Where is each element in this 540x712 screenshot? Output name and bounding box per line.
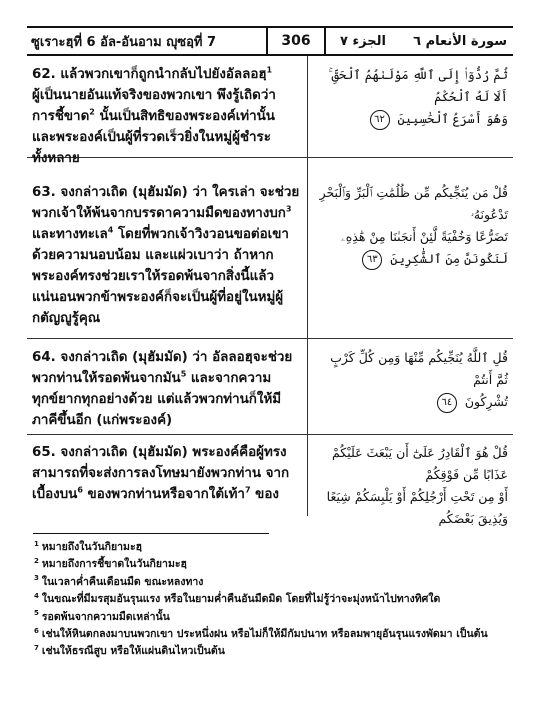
verse-separator — [27, 338, 513, 339]
page-header — [27, 26, 513, 56]
text-line: แน่นอนพวกข้าพระองค์ก็จะเป็นผู้ที่อยู่ในหมู่ผู้ — [32, 290, 284, 305]
text-line: และพระองค์เป็นผู้ที่รวดเร็วยิ่งในหมู่ผู้ชำระ — [32, 130, 271, 145]
verse-62-arabic — [318, 64, 508, 130]
text-line: ผู้เป็นนายอันแท้จริงของพวกเขา พึงรู้เถิดว่า — [32, 88, 276, 103]
text-line: การชี้ขาด$^2$ นั้นเป็นสิทธิของพระองค์เท่านั้น — [32, 107, 275, 124]
text-line: ด้วยความนอบน้อม และแผ่วเบาว่า ถ้าหาก — [32, 248, 274, 263]
verse-number-marker: ٦٣ — [362, 250, 382, 270]
footnote: $^6$ เช่นให้หินตกลงมาบนพวกเขา ประหนึ่งฝน หรือไม่ก็ให้มีกัมปนาท หรือลมพายุอันรุนแรงพัดมา เป็นต้น — [34, 626, 488, 641]
surah-title-arabic: سورة الأنعام ٦ — [413, 33, 507, 49]
text-line: พวกเจ้าให้พ้นจากบรรดาความมืดของทางบก$^3$ — [32, 204, 292, 221]
verse-64-arabic — [318, 347, 508, 413]
text-line: สามารถที่จะส่งการลงโทษมายังพวกท่าน จาก — [32, 466, 290, 481]
arabic-line: لَنَكُونَنَّ مِنَ ٱلشَّٰكِرِينَ ٦٣ — [318, 248, 508, 270]
verse-63-translation — [32, 182, 302, 329]
arabic-line: وَهُوَ أَسْرَعُ ٱلْحَٰسِبِينَ ٦٢ — [318, 108, 508, 130]
arabic-line: قُلِ ٱللَّهُ يُنَجِّيكُم مِّنْهَا وَمِن كُلِّ كَرْبٍ ثُمَّ أَنتُمْ — [330, 350, 508, 387]
text-line: กตัญญูรู้คุณ — [32, 311, 101, 326]
footnote: $^1$ หมายถึงในวันกิยามะฮฺ — [34, 539, 143, 553]
footnote-rule — [33, 533, 269, 534]
arabic-line: ثُمَّ رُدُّوٓا۟ إِلَى ٱللَّهِ مَوْلَىٰهُمُ ٱلْحَقِّ ۚ أَلَا لَهُ ٱلْحُكْمُ — [328, 67, 508, 104]
footnote: $^2$ หมายถึงการชี้ขาดในวันกิยามะฮฺ — [34, 556, 187, 571]
verse-63-arabic — [318, 182, 508, 270]
surah-juz-title-thai: ซูเราะฮฺที่ 6 อัล-อันอาม ญุซอฺที่ 7 — [31, 34, 217, 50]
text-line: และทางทะเล$^4$ โดยที่พวกเจ้าวิงวอนขอต่อเขา — [32, 225, 289, 242]
text-line: ทุกข์ยากทุกอย่างด้วย แต่แล้วพวกท่านก็ให้มี — [32, 392, 282, 407]
verse-64-translation — [32, 347, 302, 431]
verse-separator — [27, 434, 513, 435]
verse-62-translation — [32, 64, 302, 169]
arabic-header — [326, 34, 513, 49]
text-line: 62. แล้วพวกเขาก็ถูกนำกลับไปยังอัลลอฮฺ$^1$ — [32, 65, 273, 82]
page-number: 306 — [266, 28, 326, 54]
text-line: 63. จงกล่าวเถิด (มุฮัมมัด) ว่า ใครเล่า จะช่วย — [32, 185, 300, 200]
footnote: $^5$ รอดพ้นจากความมืดเหล่านั้น — [34, 609, 170, 623]
arabic-line: تَضَرُّعًا وَخُفْيَةً لَّئِنْ أَنجَىٰنَا مِنْ هَٰذِهِۦ — [340, 229, 508, 244]
text-line: พระองค์ทรงช่วยเราให้รอดพ้นจากสิ่งนี้แล้ว — [32, 269, 275, 284]
footnotes — [34, 539, 504, 661]
text-line: 64. จงกล่าวเถิด (มุฮัมมัด) ว่า อัลลอฮฺจะช่วย — [32, 350, 293, 365]
text-line: พวกท่านให้รอดพ้นจากมัน$^5$ และจากความ — [32, 369, 272, 386]
footnote: $^4$ ในขณะที่มีมรสุมอันรุนแรง หรือในยามค่ำคืนอันมืดมิด โดยที่ไม่รู้ว่าจะมุ่งหน้าไปทางทิศใด — [34, 591, 441, 606]
verse-65-translation — [32, 442, 302, 505]
arabic-line: قُلْ مَن يُنَجِّيكُم مِّن ظُلُمَٰتِ ٱلْبَرِّ وَٱلْبَحْرِ تَدْعُونَهُۥ — [319, 185, 508, 222]
text-line: ทั้งหลาย — [32, 151, 80, 166]
column-divider — [307, 56, 308, 516]
text-line: ภาคีขึ้นอีก (แก่พระองค์) — [32, 413, 173, 428]
arabic-line: قُلْ هُوَ ٱلْقَادِرُ عَلَىٰٓ أَن يَبْعَثَ عَلَيْكُمْ عَذَابًا مِّن فَوْقِكُمْ — [331, 445, 508, 482]
juz-title-arabic: الجزء ٧ — [340, 33, 386, 49]
footnote: $^7$ เช่นให้ธรณีสูบ หรือให้แผ่นดินไหวเป็นต้น — [34, 643, 225, 658]
text-line: 65. จงกล่าวเถิด (มุฮัมมัด) พระองค์คือผู้ทรง — [32, 445, 287, 460]
arabic-line: تُشْرِكُونَ ٦٤ — [318, 391, 508, 413]
text-line: เบื้องบน$^6$ ของพวกท่านหรือจากใต้เท้า$^7$ ของ — [32, 485, 279, 502]
footnote: $^3$ ในเวลาค่ำคืนเดือนมืด ขณะหลงทาง — [34, 574, 204, 588]
verse-65-arabic — [318, 442, 508, 530]
verse-number-marker: ٦٤ — [437, 393, 457, 413]
verse-number-marker: ٦٢ — [370, 110, 390, 130]
arabic-line: أَوْ مِن تَحْتِ أَرْجُلِكُمْ أَوْ يَلْبِسَكُمْ شِيَعًا وَيُذِيقَ بَعْضَكُم — [326, 489, 508, 526]
